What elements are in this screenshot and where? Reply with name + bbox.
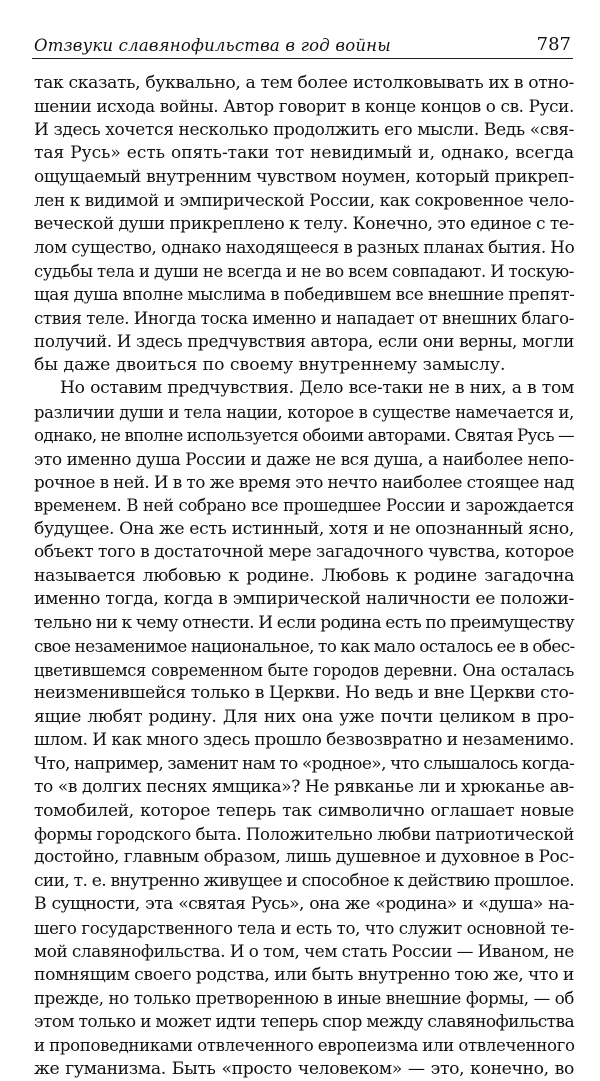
text-line: однако, не вполне используется обоими авторами. Святая Русь — xyxy=(34,426,574,446)
text-line: так сказать, буквально, а тем более истолковывать их в отно- xyxy=(34,73,574,93)
text-line: цветившемся современном быте городов деревни. Она осталась xyxy=(34,660,574,680)
text-line: временем. В ней собрано все прошедшее России и зарождается xyxy=(34,496,574,516)
text-line: лом существо, однако находящееся в разных планах бытия. Но xyxy=(34,237,575,258)
text-line: то «в долгих песнях ямщика»? Не рявканье ли и хрюканье ав- xyxy=(34,777,574,798)
text-line: шлом. И как много здесь прошло безвозвратно и незаменимо. xyxy=(34,730,574,751)
text-line: помнящим своего родства, или быть внутренно тою же, что и xyxy=(34,964,574,985)
text-line: шего государственного тела и есть то, что служит основной те- xyxy=(34,918,574,938)
text-line: неизменившейся только в Церкви. Но ведь и вне Церкви сто- xyxy=(34,683,574,704)
text-line: достойно, главным образом, лишь душевное и духовное в Рос- xyxy=(34,847,574,868)
text-line: прежде, но только претворенною в иные внешние формы, — об xyxy=(34,989,574,1009)
page-header xyxy=(32,30,573,59)
text-line: свое незаменимое национальное, то как мало осталось ее в обес- xyxy=(34,636,575,657)
text-line: лен к видимой и эмпирической России, как сокровенное чело- xyxy=(34,190,574,211)
text-line: ощущаемый внутренним чувством ноумен, который прикреп- xyxy=(34,166,574,187)
text-line: именно тогда, когда в эмпирической наличности ее положи- xyxy=(34,589,574,610)
body-text xyxy=(34,72,574,1081)
running-title: Отзвуки славянофильства в год войны xyxy=(34,36,391,55)
text-line: И здесь хочется несколько продолжить его мысли. Ведь «свя- xyxy=(34,119,574,140)
text-line: формы городского быта. Положительно любви патриотической xyxy=(34,825,574,844)
text-line: называется любовью к родине. Любовь к родине загадочна xyxy=(34,565,574,586)
text-line: рочное в ней. И в то же время это нечто наиболее стоящее над xyxy=(34,471,574,492)
text-line: Но оставим предчувствия. Дело все-таки не в них, а в том xyxy=(60,378,574,399)
text-line: бы даже двоиться по своему внутреннему замыслу. xyxy=(34,354,506,375)
text-line: этом только и может идти теперь спор между славянофильства xyxy=(34,1011,574,1032)
text-line: судьбы тела и души не всегда и не во всем совпадают. И тоскую- xyxy=(34,261,574,281)
page-number: 787 xyxy=(536,34,571,55)
text-line: же гуманизма. Быть «просто человеком» — это, конечно, во xyxy=(34,1058,574,1079)
text-line: получий. И здесь предчувствия автора, если они верны, могли xyxy=(34,331,574,352)
text-line: веческой души прикреплено к телу. Конечно, это единое с те- xyxy=(34,213,574,234)
text-line: томобилей, которое теперь так символично оглашает новые xyxy=(34,800,574,821)
text-line: и проповедниками отвлеченного европеизма или отвлеченного xyxy=(34,1036,575,1056)
text-line: ящие любят родину. Для них она уже почти целиком в про- xyxy=(34,706,574,727)
text-line: тая Русь» есть опять-таки тот невидимый и, однако, всегда xyxy=(34,143,574,164)
text-line: сии, т. е. внутренно живущее и способное к действию прошлое. xyxy=(34,870,574,891)
text-line: будущее. Она же есть истинный, хотя и не опознанный ясно, xyxy=(34,518,574,539)
text-line: различии души и тела нации, которое в существе намечается и, xyxy=(34,402,574,422)
text-line: щая душа вполне мыслима в победившем все внешние препят- xyxy=(34,284,575,305)
text-line: шении исхода войны. Автор говорит в конце концов о св. Руси. xyxy=(34,96,574,117)
text-line: ствия теле. Иногда тоска именно и нападает от внешних благо- xyxy=(34,308,574,328)
text-line: объект того в достаточной мере загадочного чувства, которое xyxy=(34,542,574,563)
text-line: мой славянофильства. И о том, чем стать России — Иваном, не xyxy=(34,941,574,962)
text-line: тельно ни к чему отнести. И если родина есть по преимуществу xyxy=(34,612,574,633)
text-line: Что, например, заменит нам то «родное», что слышалось когда- xyxy=(34,753,575,774)
text-line: В сущности, эта «святая Русь», она же «родина» и «душа» на- xyxy=(34,894,574,915)
text-line: это именно душа России и даже не вся душа, а наиболее непо- xyxy=(34,448,574,469)
